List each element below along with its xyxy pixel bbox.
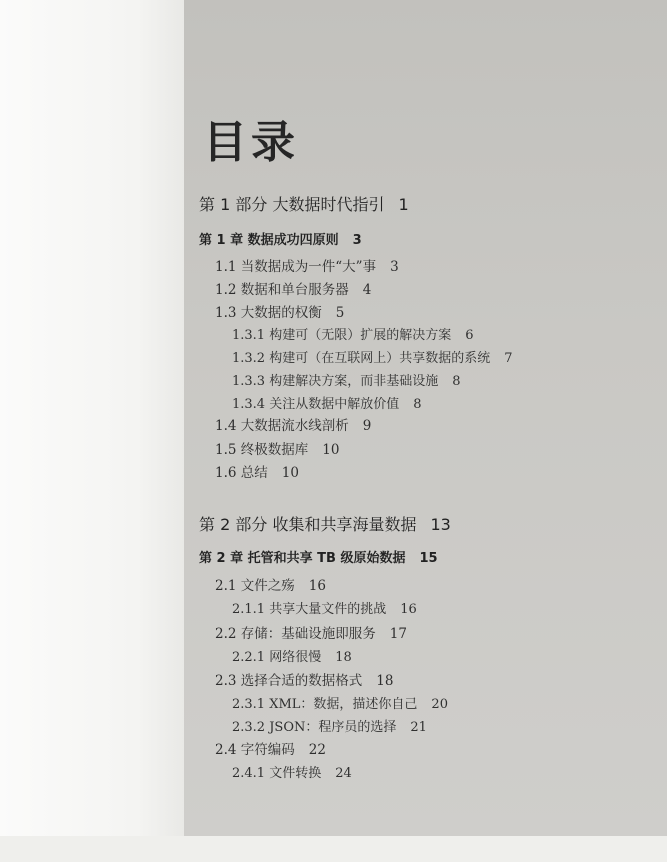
toc-entry-title: 2.1 文件之殇 [215, 578, 295, 594]
toc-entry-title: 第 2 章 托管和共享 TB 级原始数据 [199, 551, 406, 566]
toc-entry-title: 2.2 存储：基础设施即服务 [215, 626, 376, 642]
toc-entry-title: 1.3.4 关注从数据中解放价值 [232, 397, 400, 412]
toc-entry-sub [232, 375, 461, 388]
toc-entry-sub [232, 698, 448, 711]
toc-entry-title: 1.3.3 构建解决方案，而非基础设施 [232, 374, 439, 389]
toc-entry-section [215, 744, 326, 758]
toc-page-number: 1 [398, 195, 409, 214]
toc-entry-section [215, 261, 399, 275]
toc-entry-sub [232, 329, 474, 342]
toc-page-number: 13 [430, 515, 451, 534]
toc-entry-section [215, 467, 299, 481]
toc-entry-section [215, 444, 339, 458]
toc-entry-part [199, 517, 451, 533]
toc-page-number: 8 [452, 374, 461, 389]
toc-entry-title: 1.4 大数据流水线剖析 [215, 418, 349, 434]
toc-entry-title: 第 1 部分 大数据时代指引 [199, 195, 385, 214]
toc-entry-title: 2.4.1 文件转换 [232, 766, 322, 781]
toc-entry-title: 1.3 大数据的权衡 [215, 305, 322, 321]
toc-page-number: 3 [390, 259, 399, 275]
toc-entry-sub [232, 721, 427, 734]
toc-page-number: 17 [389, 626, 407, 642]
toc-entry-sub [232, 767, 352, 780]
toc-entry-title: 第 1 章 数据成功四原则 [199, 233, 339, 248]
toc-page-number: 18 [335, 650, 352, 665]
toc-entry-section [215, 628, 407, 642]
toc-entry-title: 1.5 终极数据库 [215, 442, 309, 458]
left-page-margin [0, 0, 196, 862]
toc-page-number: 8 [413, 397, 422, 412]
toc-entry-sub [232, 603, 417, 616]
page-title: 目录 [203, 117, 299, 168]
toc-entry-title: 2.1.1 共享大量文件的挑战 [232, 602, 387, 617]
toc-page-number: 7 [504, 351, 513, 366]
toc-page-number: 4 [362, 282, 372, 298]
toc-entry-section [215, 675, 393, 689]
toc-entry-sub [232, 352, 513, 365]
toc-entry-title: 1.2 数据和单台服务器 [215, 282, 349, 298]
toc-page-number: 3 [352, 233, 362, 248]
toc-entry-title: 2.3.1 XML：数据，描述你自己 [232, 697, 418, 712]
toc-page-number: 10 [281, 465, 299, 481]
toc-page-number: 9 [362, 418, 372, 434]
toc-entry-section [215, 307, 344, 321]
bottom-page-margin [0, 836, 667, 862]
toc-entry-title: 1.6 总结 [215, 465, 268, 481]
toc-entry-section [215, 284, 371, 298]
toc-entry-title: 1.3.1 构建可（无限）扩展的解决方案 [232, 328, 452, 343]
toc-page-number: 16 [400, 602, 417, 617]
toc-page-number: 15 [419, 551, 438, 566]
toc-page-number: 22 [308, 742, 326, 758]
toc-entry-title: 第 2 部分 收集和共享海量数据 [199, 515, 417, 534]
toc-entry-section [215, 580, 326, 594]
toc-entry-title: 2.2.1 网络很慢 [232, 650, 322, 665]
toc-entry-title: 2.3.2 JSON：程序员的选择 [232, 720, 397, 735]
toc-page-number: 20 [431, 697, 448, 712]
toc-entry-title: 2.3 选择合适的数据格式 [215, 673, 363, 689]
toc-page-number: 21 [410, 720, 427, 735]
toc-entry-title: 1.3.2 构建可（在互联网上）共享数据的系统 [232, 351, 491, 366]
toc-page-number: 6 [465, 328, 474, 343]
toc-entry-title: 2.4 字符编码 [215, 742, 295, 758]
toc-page-number: 16 [308, 578, 326, 594]
toc-page-number: 24 [335, 766, 352, 781]
toc-page-number: 18 [376, 673, 394, 689]
toc-entry-section [215, 420, 371, 434]
toc-entry-sub [232, 651, 352, 664]
toc-entry-title: 1.1 当数据成为一件“大”事 [215, 259, 377, 275]
toc-entry-chapter [199, 552, 438, 565]
toc-page-number: 5 [335, 305, 345, 321]
toc-entry-part [199, 197, 409, 213]
toc-entry-chapter [199, 234, 362, 247]
toc-page-number: 10 [322, 442, 340, 458]
toc-entry-sub [232, 398, 422, 411]
